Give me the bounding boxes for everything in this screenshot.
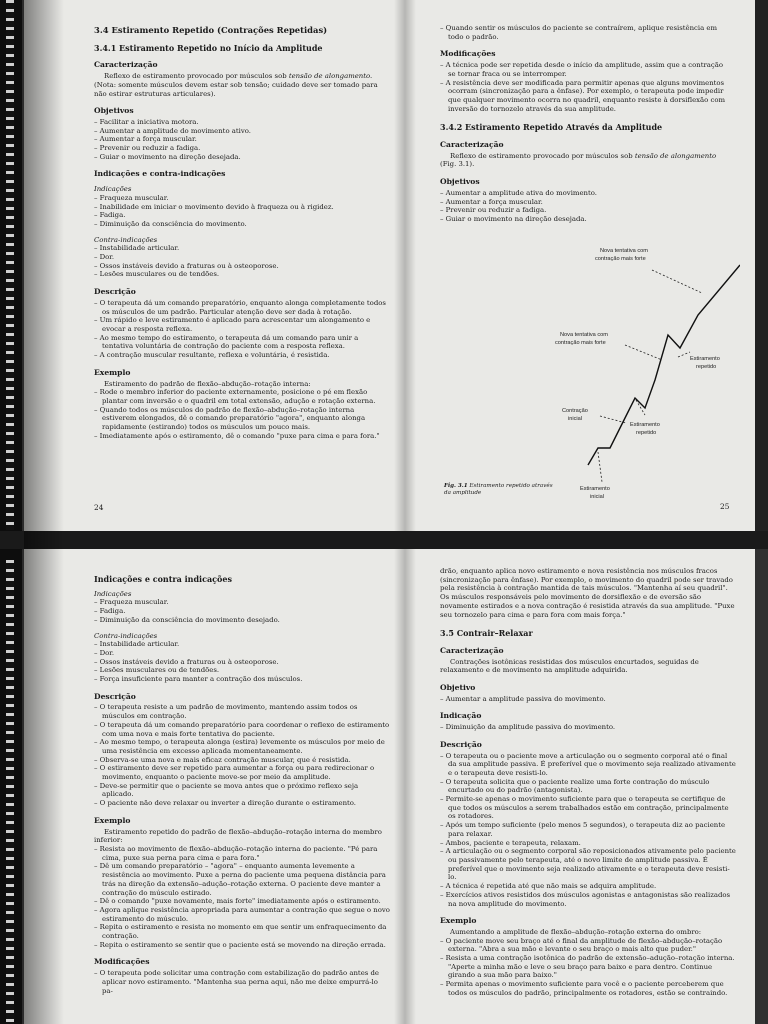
- section-title: 3.4 Estiramento Repetido (Contrações Repetidas): [94, 25, 328, 35]
- list-item: – A técnica é repetida até que não mais se adquira amplitude.: [440, 882, 657, 891]
- objetivos-heading: Objetivos: [440, 177, 480, 187]
- scan-edge-shadow-left: [24, 0, 64, 1024]
- list-item: – Guiar o movimento na direção desejada.: [94, 152, 241, 161]
- scan-border-right-bottom: [755, 549, 768, 1024]
- list-item: – O estiramento deve ser repetido para aumentar a força ou para redirecionar o movimento, enquanto o paciente move-se por meio da amplitude.: [94, 764, 375, 782]
- label-nova-mid-2: contração mais forte: [555, 340, 606, 346]
- list-item: – Lesões musculares ou de tendões.: [94, 666, 220, 675]
- label-nova-mid-1: Nova tentativa com: [560, 332, 608, 338]
- list-item: – Dor.: [94, 648, 115, 657]
- list-item: – Quando sentir os músculos do paciente se contraírem, aplique resistência em todo o padrão.: [440, 24, 718, 41]
- list-item: – Instabilidade articular.: [94, 640, 180, 649]
- list-item: – Prevenir ou reduzir a fadiga.: [94, 144, 201, 153]
- scan-border-right-top: [755, 0, 768, 531]
- label-rep2-1: Estiramento: [630, 422, 660, 428]
- caracterizacao-heading: Caracterização: [94, 60, 158, 70]
- page-bottom-left: [24, 549, 404, 1024]
- label-rep1-1: Estiramento: [690, 356, 720, 362]
- list-item: – Imediatamente após o estiramento, dê o comando "puxe para cima e para fora.": [94, 431, 380, 440]
- caracterizacao-text: Reflexo de estiramento provocado por músculos sob tensão de alongamento.: [104, 72, 373, 81]
- list-item: – Dor.: [94, 253, 115, 262]
- descricao-heading: Descrição: [94, 287, 136, 297]
- list-item: – Resista a uma contração isotônica do padrão de extensão–adução–rotação interna. "Aperte a minha mão e leve o seu braço para baixo e para dentro. Continue girando a sua mão para baixo.": [440, 954, 735, 980]
- list-item: – O terapeuta resiste a um padrão de movimento, mantendo assim todos os músculos em contração.: [94, 703, 358, 721]
- list-item: – Dê o comando "puxe novamente, mais forte" imediatamente após o estiramento.: [94, 897, 381, 906]
- exemplo-heading: Exemplo: [94, 367, 131, 377]
- indicacoes-label: Indicações: [94, 185, 132, 194]
- list-item: – Fraqueza muscular.: [94, 193, 169, 202]
- page-25: [404, 0, 755, 531]
- modificacoes-heading: Modificações: [440, 49, 496, 59]
- list-item: – Repita o estiramento e resista no momento em que sentir um enfraquecimento da contração.: [94, 923, 387, 941]
- list-item: – Força insuficiente para manter a contração dos músculos.: [94, 675, 303, 684]
- contraction-curve: [588, 265, 740, 465]
- leader-line-rep1: [678, 352, 690, 357]
- label-contracao-1: Contração: [562, 408, 588, 414]
- descricao-heading: Descrição: [440, 739, 482, 749]
- label-nova-top-1: Nova tentativa com: [600, 248, 648, 254]
- leader-line-nova-mid: [625, 345, 662, 360]
- exemplo-intro: Estiramento repetido do padrão de flexão–abdução–rotação interna do membro inferior:: [94, 827, 382, 845]
- leader-line-contracao: [600, 416, 626, 423]
- list-item: – Facilitar a iniciativa motora.: [94, 117, 199, 126]
- list-item: – A contração muscular resultante, reflexa e voluntária, é resistida.: [94, 351, 330, 360]
- page-bottom-right: [404, 549, 755, 1024]
- list-item: – Aumentar a amplitude do movimento ativo.: [94, 126, 251, 135]
- label-rep2-2: repetido: [636, 430, 657, 436]
- subsection-title: 3.5 Contrair–Relaxar: [440, 628, 533, 639]
- list-item: – O paciente não deve relaxar ou inverter a direção durante o estiramento.: [94, 799, 357, 808]
- label-nova-top-2: contração mais forte: [595, 256, 646, 262]
- list-item: – Exercícios ativos resistidos dos músculos agonistas e antagonistas são realizados na nova amplitude do movimento.: [440, 890, 731, 908]
- contra-indicacoes-label: Contra-indicações: [94, 631, 158, 640]
- list-item: – Permita apenas o movimento suficiente para você e o paciente perceberem que todos os músculos do padrão, principalmente os rotadores, estão se contraindo.: [440, 980, 728, 997]
- contra-indicacoes-label: Contra-indicações: [94, 235, 158, 244]
- caracterizacao-text: Reflexo de estiramento provocado por músculos sob tensão de alongamento (Fig. 3.1).: [440, 151, 717, 169]
- film-perforation-left-top: [6, 0, 14, 530]
- exemplo-heading: Exemplo: [440, 916, 477, 926]
- page-number: 25: [720, 502, 730, 511]
- list-item: – Aumentar a amplitude passiva do movimento.: [440, 694, 606, 703]
- list-item: – Guiar o movimento na direção desejada.: [440, 214, 587, 223]
- list-item: – O terapeuta ou o paciente move a articulação ou o segmento corporal até o final da sua amplitude passiva. É preferível que o movimento seja realizado ativamente e o terapeuta deve resisti-lo.: [440, 751, 736, 777]
- film-perforation-left-bottom: [6, 560, 14, 1024]
- label-contracao-2: inicial: [568, 416, 582, 422]
- page-number: 24: [94, 503, 104, 512]
- subsection-title: 3.4.2 Estiramento Repetido Através da Amplitude: [440, 122, 663, 133]
- figure-caption-text: Estiramento repetido através da amplitude: [444, 483, 553, 496]
- label-est-ini-1: Estiramento: [580, 486, 610, 492]
- list-item: – Diminuição da amplitude passiva do movimento.: [440, 723, 616, 732]
- list-item: – Ossos instáveis devido a fraturas ou à osteoporose.: [94, 261, 279, 270]
- scan-gutter-top: [0, 531, 768, 549]
- modificacoes-heading: Modificações: [94, 957, 150, 967]
- list-item: – Quando todos os músculos do padrão de flexão–abdução–rotação interna estiverem elongados, dê o comando preparatório "agora", enquanto alonga rapidamente (estirando) todos os músculos um pouco mais.: [94, 405, 366, 432]
- objetivos-list: [94, 118, 388, 162]
- list-item: – Rode o membro inferior do paciente externamente, posicione o pé em flexão plantar com inversão e o quadril em total extensão, adução e rotação externa.: [94, 388, 376, 405]
- list-item: – O terapeuta pode solicitar uma contração com estabilização do padrão antes de aplicar novo estiramento. "Mantenha sua perna aqui, não me deixe empurrá-lo pa-: [94, 969, 379, 995]
- indicacoes-heading: Indicações e contra-indicações: [94, 169, 226, 179]
- list-item: – Resista ao movimento de flexão–abdução–rotação interna do paciente. "Pé para cima, puxe sua perna para cima e para fora.": [94, 844, 378, 862]
- label-est-ini-2: inicial: [590, 494, 604, 500]
- leader-line-est-ini: [598, 452, 602, 482]
- figure-caption-label: Fig. 3.1: [444, 483, 468, 489]
- list-item: – Aumentar a amplitude ativa do movimento.: [440, 188, 597, 197]
- exemplo-intro: Estiramento do padrão de flexão–abdução–rotação interna:: [104, 379, 311, 388]
- list-item: – A resistência deve ser modificada para permitir apenas que alguns movimentos ocorram (sincronização para a ênfase). Por exemplo, o terapeuta pode impedir que qualquer movimento ocorra no quadril, enquanto resiste à dorsiflexão com inversão do tornozelo através da sua amplitude.: [440, 78, 726, 113]
- list-item: – Aumentar a força muscular.: [94, 135, 197, 144]
- list-item: – Um rápido e leve estiramento é aplicado para acrescentar um alongamento e evocar a resposta reflexa.: [94, 316, 371, 333]
- list-item: – Ossos instáveis devido a fraturas ou à osteoporose.: [94, 657, 279, 666]
- list-item: – A técnica pode ser repetida desde o início da amplitude, assim que a contração se tornar fraca ou se interromper.: [440, 61, 723, 78]
- indicacao-heading: Indicação: [440, 711, 482, 721]
- list-item: – Instabilidade articular.: [94, 244, 180, 253]
- page-fold-shadow-bottom: [394, 549, 416, 1024]
- list-item: – Após um tempo suficiente (pelo menos 5 segundos), o terapeuta diz ao paciente para relaxar.: [440, 821, 726, 838]
- caracterizacao-heading: Caracterização: [440, 140, 504, 150]
- list-item: – Dê um comando preparatório – "agora" – enquanto aumenta levemente a resistência ao movimento. Puxe a perna do paciente uma pequena distância para trás na direção da extensão–adução–rotação externa. O paciente deve manter a contração do músculo estirado.: [94, 862, 386, 897]
- list-item: – Deve-se permitir que o paciente se mova antes que o próximo reflexo seja aplicado.: [94, 781, 359, 799]
- caracterizacao-text: Contrações isotônicas resistidas dos músculos encurtados, seguidas de relaxamento e de movimento na amplitude adquirida.: [440, 657, 699, 675]
- list-item: – Ao mesmo tempo, o terapeuta alonga (estira) levemente os músculos por meio de uma resistência em excesso aplicada momentaneamente.: [94, 738, 385, 755]
- list-item: – Fraqueza muscular.: [94, 598, 169, 607]
- indicacoes-label: Indicações: [94, 589, 132, 598]
- list-item: – Diminuição da consciência do movimento.: [94, 219, 247, 228]
- list-item: – Lesões musculares ou de tendões.: [94, 270, 220, 279]
- caracterizacao-note: (Nota: somente músculos devem estar sob tensão; cuidado deve ser tomado para não estirar estruturas articulares).: [94, 80, 378, 98]
- list-item: – O terapeuta dá um comando preparatório para coordenar o reflexo de estiramento com uma nova e mais forte tentativa do paciente.: [94, 720, 390, 738]
- list-item: – Repita o estiramento se sentir que o paciente está se movendo na direção errada.: [94, 940, 386, 949]
- list-item: – Inabilidade em iniciar o movimento devido à fraqueza ou à rigidez.: [94, 202, 334, 211]
- list-item: – Fadiga.: [94, 211, 126, 220]
- list-item: – Ao mesmo tempo do estiramento, o terapeuta dá um comando para unir a tentativa voluntária de contração do paciente com a resposta reflexa.: [94, 333, 359, 351]
- list-item: – A articulação ou o segmento corporal são reposicionados ativamente pelo paciente ou passivamente pelo terapeuta, até o novo limite de amplitude passiva. É preferível que o movimento seja realizado ativamente e o terapeuta deve resisti-lo.: [440, 847, 736, 882]
- list-item: – O terapeuta solicita que o paciente realize uma forte contração do músculo encurtado ou do padrão (antagonista).: [440, 777, 710, 795]
- list-item: – Prevenir ou reduzir a fadiga.: [440, 206, 547, 215]
- list-item: – Observa-se uma nova e mais eficaz contração muscular, que é resistida.: [94, 755, 351, 764]
- exemplo-heading: Exemplo: [94, 815, 131, 825]
- exemplo-intro: Aumentando a amplitude de flexão–abdução–rotação externa do ombro:: [450, 927, 702, 936]
- list-item: – Diminuição da consciência do movimento desejado.: [94, 615, 280, 624]
- continued-text: drão, enquanto aplica novo estiramento e nova resistência nos músculos fracos (sincronização para ênfase). Por exemplo, o movimento do quadril pode ser travado pela resistência à contração mantida de tais músculos. "Mantenha aí seu quadril". Os músculos responsáveis pelo movimento de dorsiflexão e de eversão são novamente estirados e a nova contração é resistida através da sua amplitude. "Puxe seu tornozelo para cima e para fora com mais força.": [440, 567, 735, 619]
- list-item: – Ambos, paciente e terapeuta, relaxam.: [440, 838, 581, 847]
- page-24: [24, 0, 404, 531]
- list-item: – Aumentar a força muscular.: [440, 197, 543, 206]
- list-item: – Permite-se apenas o movimento suficiente para que o terapeuta se certifique de que todos os músculos a serem trabalhados estão em contração, principalmente os rotadores.: [440, 795, 729, 821]
- leader-line-nova-top: [652, 270, 702, 293]
- indicacoes-heading: Indicações e contra indicações: [94, 574, 232, 584]
- caracterizacao-heading: Caracterização: [440, 645, 504, 655]
- objetivo-heading: Objetivo: [440, 683, 476, 693]
- list-item: – Agora aplique resistência apropriada para aumentar a contração que segue o novo estiramento do músculo.: [94, 905, 390, 923]
- figure-caption: [444, 483, 554, 497]
- page-fold-shadow-top: [394, 0, 416, 531]
- list-item: – O terapeuta dá um comando preparatório, enquanto alonga completamente todos os músculos de um padrão. Particular atenção deve ser dada à rotação.: [94, 298, 386, 316]
- objetivos-heading: Objetivos: [94, 106, 134, 116]
- subsection-title: 3.4.1 Estiramento Repetido no Início da Amplitude: [94, 42, 323, 53]
- list-item: – Fadiga.: [94, 607, 126, 616]
- list-item: – O paciente move seu braço até o final da amplitude de flexão–abdução–rotação externa. "Abra a sua mão e levante o seu braço o mais alto que puder.": [440, 936, 723, 954]
- descricao-heading: Descrição: [94, 691, 136, 701]
- label-rep1-2: repetido: [696, 364, 717, 370]
- figure-3-1-stretch-diagram: [440, 240, 740, 510]
